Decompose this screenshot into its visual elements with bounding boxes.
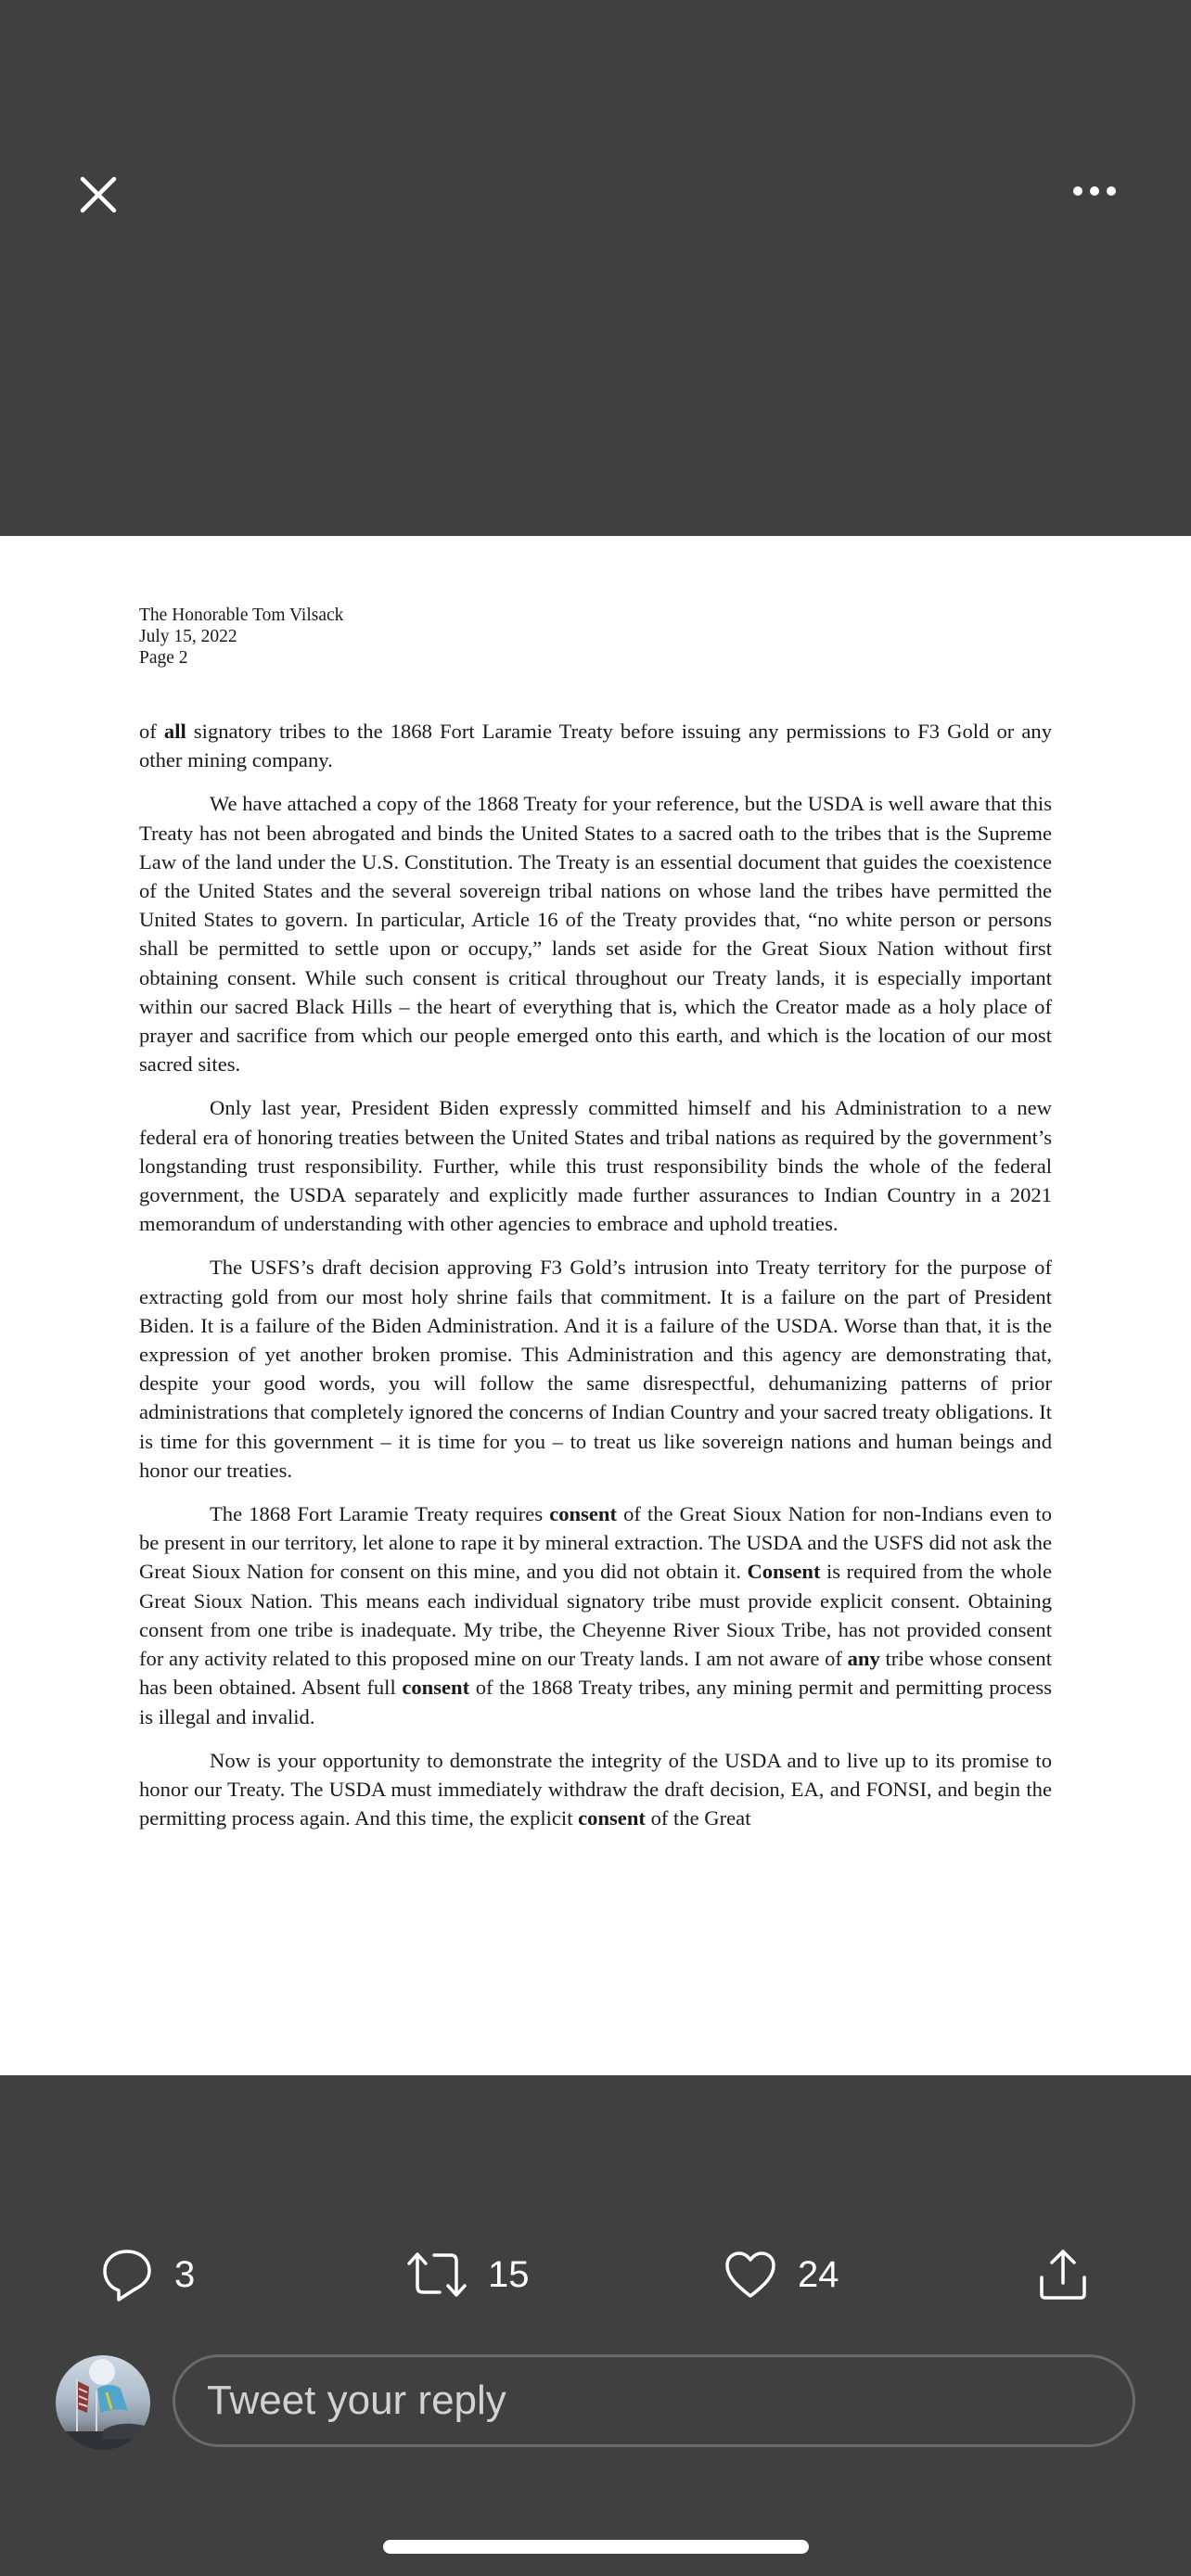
letter-header [139,605,1052,669]
share-upload-icon [1037,2248,1089,2302]
share-button[interactable] [1037,2242,1089,2307]
like-button[interactable] [724,2242,839,2307]
retweet-count: 15 [488,2253,530,2295]
retweet-button[interactable] [406,2242,530,2307]
letter-page [139,605,1052,1847]
paragraph-biden-commitment: Only last year, President Biden expressly committed himself and his Administration to a new federal era of honoring treaties between the United States and tribal nations as required by the government’s longstanding trust responsibility. Further, while this trust responsibility binds the whole of the federal government, the USDA separately and explicitly made further assurances to Indian Country in a 2021 memorandum of understanding with other agencies to embrace and uphold treaties. [139,1096,1052,1236]
reply-count: 3 [174,2253,196,2295]
heart-icon [724,2250,777,2300]
paragraph-consent-required: The 1868 Fort Laramie Treaty requires consent of the Great Sioux Nation for non-Indians even to be present in our territory, let alone to rape it by mineral extraction. The USDA and the USFS did not ask the Great Sioux Nation for consent on this mine, and you did not obtain it. Consent is required from the whole Great Sioux Nation. This means each individual signatory tribe must provide explicit consent. Obtaining consent from one tribe is inadequate. My tribe, the Cheyenne River Sioux Tribe, has not provided consent for any activity related to this proposed mine on our Treaty lands. I am not aware of any tribe whose consent has been obtained. Absent full consent of the 1868 Treaty tribes, any mining permit and permitting process is illegal and invalid. [139,1502,1053,1728]
speech-bubble-icon [100,2248,154,2302]
close-button[interactable] [70,167,126,223]
close-x-icon [80,176,117,213]
avatar-flags-image [56,2355,150,2450]
reply-button[interactable] [100,2242,195,2307]
more-horizontal-icon [1072,185,1117,198]
more-options-button[interactable] [1057,167,1132,215]
avatar[interactable] [56,2355,150,2450]
paragraph-treaty-reference: We have attached a copy of the 1868 Treaty for your reference, but the USDA is well aware that this Treaty has not been abrogated and binds the United States to a sacred oath to the tribes that is the Supreme Law of the land under the U.S. Constitution. The Treaty is an essential document that guides the coexistence of the United States and the several sovereign tribal nations on whose land the tribes have permitted the United States to govern. In particular, Article 16 of the Treaty provides that, “no white person or persons shall be permitted to settle upon or occupy,” lands set aside for the Great Sioux Nation without first obtaining consent. While such consent is critical throughout our Treaty lands, it is especially important within our sacred Black Hills – the heart of everything that is, which the Creator made as a holy place of prayer and sacrifice from which our people emerged onto this earth, and which is the location of our most sacred sites. [139,792,1052,1077]
date-line: July 15, 2022 [139,627,237,646]
paragraph-opportunity: Now is your opportunity to demonstrate the integrity of the USDA and to live up to its promise to honor our Treaty. The USDA must immediately withdraw the draft decision, EA, and FONSI, and begin the permitting process again. And this time, the explicit consent of the Great [139,1748,1052,1830]
reply-input[interactable] [173,2354,1135,2447]
letter-body [139,717,1052,1832]
reply-placeholder: Tweet your reply [207,2378,506,2423]
tweet-action-bar [0,2242,1191,2307]
paragraph-usfs-failure: The USFS’s draft decision approving F3 Gold’s intrusion into Treaty territory for the purpose of extracting gold from our most holy shrine fails that commitment. It is a failure on the part of President Biden. It is a failure of the Biden Administration. And it is a failure of the USDA. Worse than that, it is the expression of yet another broken promise. This Administration and this agency are demonstrating that, despite your good words, you will follow the same disrespectful, dehumanizing patterns of prior administrations that completely ignored the concerns of Indian Country and your sacred treaty obligations. It is time for this government – it is time for you – to treat us like sovereign nations and human beings and honor our treaties. [139,1256,1052,1482]
document-image[interactable] [0,536,1191,2075]
retweet-icon [406,2250,467,2300]
like-count: 24 [798,2253,839,2295]
page-number: Page 2 [139,648,188,668]
paragraph-continuation: of all signatory tribes to the 1868 Fort Laramie Treaty before issuing any permissions to F3 Gold or any other mining company. [139,720,1052,772]
recipient-line: The Honorable Tom Vilsack [139,606,344,625]
home-indicator[interactable] [383,2540,809,2554]
